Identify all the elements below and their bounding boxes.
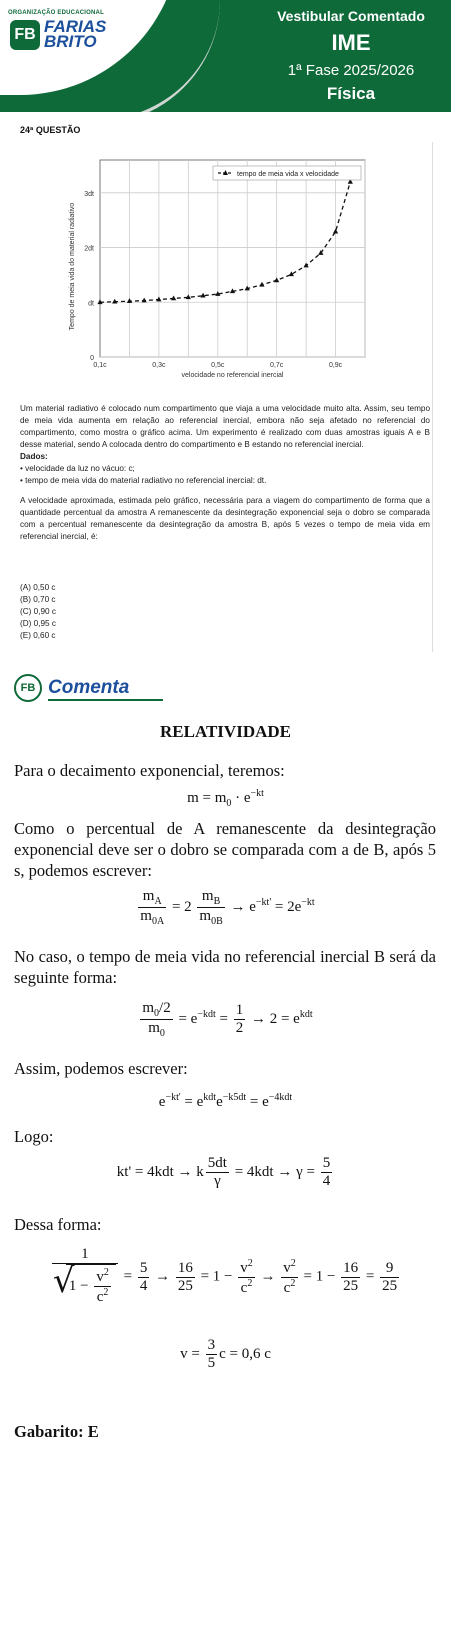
solution-paragraph-4: Assim, podemos escrever: (14, 1059, 188, 1078)
question-paragraph-1: Um material radiativo é colocado num compartimento que viaja a uma velocidade muito alta. Assim, seu tempo de meia vida aumenta em relação ao referencial inercial, embora não seja afetado no referencial do compartimento, como mostra o gráfico acima. Um experimento é realizado com duas amostras iguais A e B desse material, sendo A colocada dentro do compartimento e B estando no referencial inercial. (20, 404, 430, 449)
comenta-logo-icon: FB (14, 674, 42, 702)
dados-item-1: • velocidade da luz no vácuo: c; (20, 464, 135, 473)
dados-label: Dados: (20, 452, 48, 461)
header-exam-type: Vestibular Comentado (277, 8, 425, 24)
equation-half-life: $\frac{m_0/2}{m_0}$ = $e^{-kdt}$ = $\frac{1}{2}$ → $2 = e^{kdt}$ (142, 1000, 313, 1039)
question-divider (432, 142, 433, 652)
x-tick-label: 0,9c (328, 362, 343, 369)
dados-item-2: • tempo de meia vida do material radiativo no referencial inercial: dt. (20, 476, 267, 485)
question-number: 24ª QUESTÃO (20, 125, 81, 135)
question-paragraph-2: A velocidade aproximada, estimada pelo gráfico, necessária para a viagem do compartimento de forma que a quantidade percentual da amostra A remanescente da desintegração exponencial seja o dobro se comparada com a percentual remanescente da desintegração da amostra B, após 5 vezes o tempo de meia vida em referencial inercial, é: (20, 496, 430, 541)
x-tick-label: 0,5c (211, 362, 225, 369)
equation-gamma: kt' = 4kdt → k $\frac{5dt}{\gamma}$ = 4kdt → γ = $\frac{5}{4}$ (116, 1155, 331, 1189)
option-e: (E) 0,60 c (20, 631, 56, 640)
question-body (20, 403, 430, 543)
logo-name: FARIAS BRITO (44, 17, 107, 51)
solution-paragraph-2: Como o percentual de A remanescente da desintegração exponencial deve ser o dobro se comparada com a de B, após 5 s, podemos escrever: (14, 819, 436, 880)
answer-options (20, 582, 56, 642)
option-a: (A) 0,50 c (20, 583, 56, 592)
y-tick-label: 3dt (84, 190, 94, 198)
equation-lorentz: 1 √ 1 − $\frac{v^2}{c^2}$ = $\frac{5}{4}$ → $\frac{16}{25}$ = 1 − $\frac{v^2}{c^2}$ → $\frac{v^2}{c^2}$ = 1 − $\frac{16}{25}$ = $\frac{9}{25}$ (0, 1246, 451, 1308)
comenta-label: Comenta (48, 677, 130, 698)
y-tick-label: 0 (90, 355, 94, 362)
solution-paragraph-6: Dessa forma: (14, 1215, 102, 1234)
farias-brito-logo (8, 10, 138, 58)
equation-decay: $m = m_0 \cdot e^{-kt}$ (187, 788, 264, 809)
comenta-underline (48, 699, 163, 701)
equation-exponents: $e^{-kt'} = e^{kdt}e^{-k5dt} = e^{-4kdt}$ (158, 1092, 293, 1110)
x-tick-label: 0,1c (93, 362, 107, 369)
legend-label: tempo de meia vida x velocidade (237, 171, 339, 178)
logo-mark-icon: FB (10, 20, 40, 50)
x-tick-label: 0,7c (270, 362, 284, 369)
option-c: (C) 0,90 c (20, 607, 56, 616)
solution-paragraph-3: No caso, o tempo de meia vida no referencial inercial B será da seguinte forma: (14, 947, 436, 987)
solution-paragraph-1: Para o decaimento exponencial, teremos: (14, 761, 285, 780)
header-phase: 1ª Fase 2025/2026 (287, 62, 415, 79)
logo-org-text: ORGANIZAÇÃO EDUCACIONAL (8, 10, 104, 16)
x-axis-label: velocidade no referencial inercial (181, 372, 284, 379)
y-tick-label: 2dt (84, 245, 94, 253)
answer-key: Gabarito: E (14, 1422, 99, 1441)
equation-ratio: $\frac{m_A}{m_{0A}}$ = 2 $\frac{m_B}{m_{0B}}$ → $e^{-kt'} = 2e^{-kt}$ (140, 888, 315, 927)
chart-svg (60, 152, 390, 397)
header-subject: Física (326, 84, 376, 103)
option-d: (D) 0,95 c (20, 619, 56, 628)
option-b: (B) 0,70 c (20, 595, 56, 604)
comenta-banner (14, 674, 154, 704)
y-tick-label: dt (88, 300, 94, 308)
header-institution: IME (331, 30, 371, 55)
x-tick-label: 0,3c (152, 362, 166, 369)
solution-paragraph-5: Logo: (14, 1127, 54, 1146)
plot-area (100, 160, 365, 357)
solution-title: RELATIVIDADE (160, 722, 291, 741)
equation-velocity: v = $\frac{3}{5}$ c = 0,6 c (180, 1337, 271, 1371)
page-header (0, 0, 451, 112)
y-axis-label: Tempo de meia vida do material radiativo (69, 202, 76, 331)
chart (60, 152, 390, 397)
